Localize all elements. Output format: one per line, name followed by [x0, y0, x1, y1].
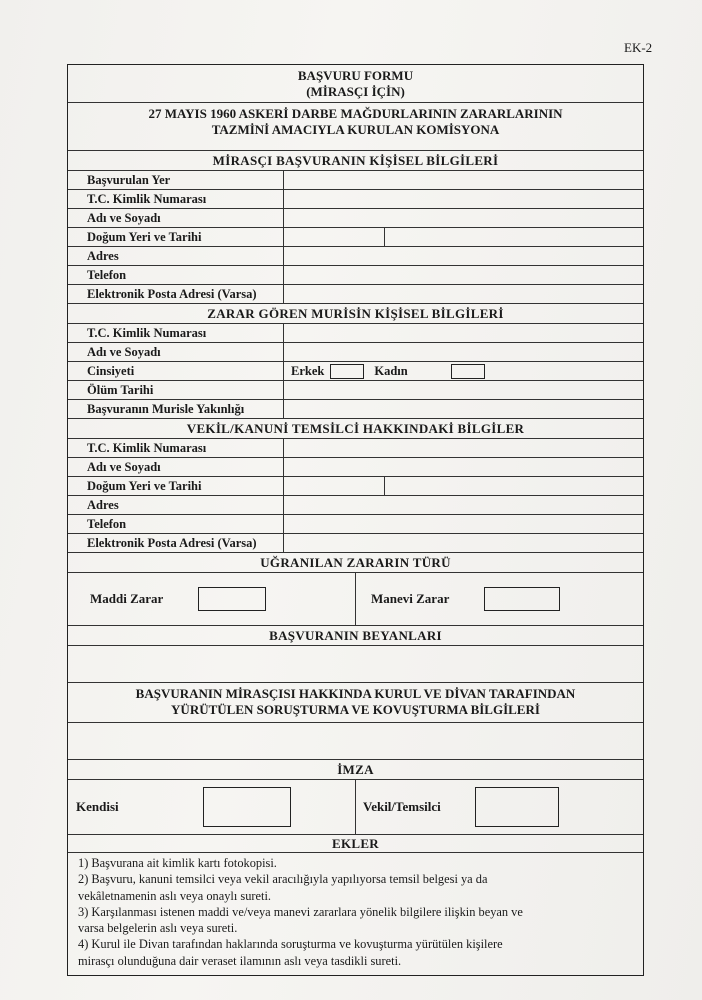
material-damage-label: Maddi Zarar — [90, 591, 164, 606]
moral-damage-cell — [355, 573, 643, 625]
rep-phone-input[interactable] — [284, 515, 643, 533]
signature-row — [68, 779, 643, 834]
field-label: Doğum Yeri ve Tarihi — [68, 477, 284, 495]
field-label: T.C. Kimlik Numarası — [68, 324, 284, 342]
deceased-section-title: ZARAR GÖREN MURİSİN KİŞİSEL BİLGİLERİ — [68, 303, 643, 323]
field-label: Telefon — [68, 515, 284, 533]
field-label: Başvuranın Murisle Yakınlığı — [68, 400, 284, 418]
rep-email-input[interactable] — [284, 534, 643, 552]
investigation-section-title — [68, 682, 643, 722]
deceased-tc-input[interactable] — [284, 324, 643, 342]
material-damage-checkbox[interactable] — [198, 587, 266, 611]
field-label: Telefon — [68, 266, 284, 284]
self-signature-box[interactable] — [203, 787, 291, 827]
field-row — [68, 323, 643, 342]
heir-address-input[interactable] — [284, 247, 643, 265]
attachment-item: varsa belgelerin aslı veya sureti. — [78, 921, 238, 936]
field-row — [68, 189, 643, 208]
rep-birth-input[interactable] — [284, 477, 643, 495]
field-label: Adı ve Soyadı — [68, 343, 284, 361]
field-label: Adı ve Soyadı — [68, 458, 284, 476]
deceased-name-input[interactable] — [284, 343, 643, 361]
addressee — [68, 102, 643, 142]
field-label: Elektronik Posta Adresi (Varsa) — [68, 285, 284, 303]
field-row — [68, 495, 643, 514]
field-label: Adres — [68, 496, 284, 514]
field-label: Adres — [68, 247, 284, 265]
self-signature-label: Kendisi — [76, 799, 119, 814]
field-row — [68, 208, 643, 227]
field-row — [68, 170, 643, 189]
damage-type-row — [68, 572, 643, 625]
statements-section-title: BAŞVURANIN BEYANLARI — [68, 625, 643, 645]
investigation-title-line-1: BAŞVURANIN MİRASÇISI HAKKINDA KURUL VE DİVAN TARAFINDAN — [135, 686, 576, 701]
moral-damage-label: Manevi Zarar — [371, 591, 450, 606]
investigation-input[interactable] — [68, 722, 643, 759]
field-label: Ölüm Tarihi — [68, 381, 284, 399]
attachment-item: mirasçı olunduğuna dair veraset ilamının aslı veya tasdikli sureti. — [78, 953, 402, 968]
field-label: Başvurulan Yer — [68, 171, 284, 189]
attachment-item: 3) Karşılanması istenen maddi ve/veya manevi zararlara yönelik bilgilere ilişkin beyan ve — [78, 904, 523, 919]
heir-birth-input[interactable] — [284, 228, 643, 246]
field-row — [68, 514, 643, 533]
heir-phone-input[interactable] — [284, 266, 643, 284]
male-label: Erkek — [291, 364, 325, 378]
signature-section-title: İMZA — [68, 759, 643, 779]
addressee-line-2: TAZMİNİ AMACIYLA KURULAN KOMİSYONA — [211, 122, 500, 137]
female-label: Kadın — [374, 364, 408, 378]
heir-name-input[interactable] — [284, 209, 643, 227]
rep-tc-input[interactable] — [284, 439, 643, 457]
heir-place-input[interactable] — [284, 171, 643, 189]
field-label: Cinsiyeti — [68, 362, 284, 380]
attachments-list — [68, 852, 643, 975]
field-label: Doğum Yeri ve Tarihi — [68, 228, 284, 246]
addressee-line-1: 27 MAYIS 1960 ASKERİ DARBE MAĞDURLARININ ZARARLARININ — [148, 106, 563, 121]
field-row — [68, 246, 643, 265]
representative-signature-box[interactable] — [475, 787, 559, 827]
field-label: Elektronik Posta Adresi (Varsa) — [68, 534, 284, 552]
statements-input[interactable] — [68, 645, 643, 682]
heir-section-title: MİRASÇI BAŞVURANIN KİŞİSEL BİLGİLERİ — [68, 150, 643, 170]
attachment-item: 1) Başvurana ait kimlik kartı fotokopisi. — [78, 856, 277, 870]
field-row — [68, 227, 643, 246]
field-row — [68, 399, 643, 418]
attachment-item: 4) Kurul ile Divan tarafından haklarında soruşturma ve kovuşturma yürütülen kişilere — [78, 937, 503, 952]
heir-email-input[interactable] — [284, 285, 643, 303]
rep-name-input[interactable] — [284, 458, 643, 476]
material-damage-cell — [68, 573, 355, 625]
field-label: Adı ve Soyadı — [68, 209, 284, 227]
self-signature-cell — [68, 780, 355, 834]
attachment-item: 2) Başvuru, kanuni temsilci veya vekil aracılığıyla yapılıyorsa temsil belgesi ya da — [78, 872, 488, 887]
field-row — [68, 533, 643, 552]
damage-section-title: UĞRANILAN ZARARIN TÜRÜ — [68, 552, 643, 572]
field-row — [68, 380, 643, 399]
field-row — [68, 284, 643, 303]
form-title: BAŞVURU FORMU — [297, 68, 414, 83]
birth-place-cell[interactable] — [284, 228, 385, 246]
attachments-section-title: EKLER — [68, 834, 643, 852]
field-label: T.C. Kimlik Numarası — [68, 439, 284, 457]
corner-label: EK-2 — [624, 40, 653, 55]
representative-signature-cell — [355, 780, 643, 834]
female-checkbox[interactable] — [451, 364, 485, 379]
form-header — [68, 65, 643, 102]
field-row — [68, 457, 643, 476]
rep-address-input[interactable] — [284, 496, 643, 514]
field-label: T.C. Kimlik Numarası — [68, 190, 284, 208]
relation-input[interactable] — [284, 400, 643, 418]
field-row — [68, 476, 643, 495]
male-checkbox[interactable] — [330, 364, 364, 379]
attachment-item: vekâletnamenin aslı veya onaylı sureti. — [78, 888, 272, 903]
moral-damage-checkbox[interactable] — [484, 587, 560, 611]
field-row — [68, 265, 643, 284]
representative-signature-label: Vekil/Temsilci — [363, 799, 441, 814]
application-form — [67, 64, 644, 976]
field-row — [68, 361, 643, 380]
deceased-death-input[interactable] — [284, 381, 643, 399]
form-subtitle: (MİRASÇI İÇİN) — [306, 84, 405, 99]
field-row — [68, 342, 643, 361]
birth-place-cell[interactable] — [284, 477, 385, 495]
representative-section-title: VEKİL/KANUNİ TEMSİLCİ HAKKINDAKİ BİLGİLER — [68, 418, 643, 438]
gender-options — [284, 362, 643, 380]
investigation-title-line-2: YÜRÜTÜLEN SORUŞTURMA VE KOVUŞTURMA BİLGİLERİ — [171, 702, 540, 717]
heir-tc-input[interactable] — [284, 190, 643, 208]
field-row — [68, 438, 643, 457]
